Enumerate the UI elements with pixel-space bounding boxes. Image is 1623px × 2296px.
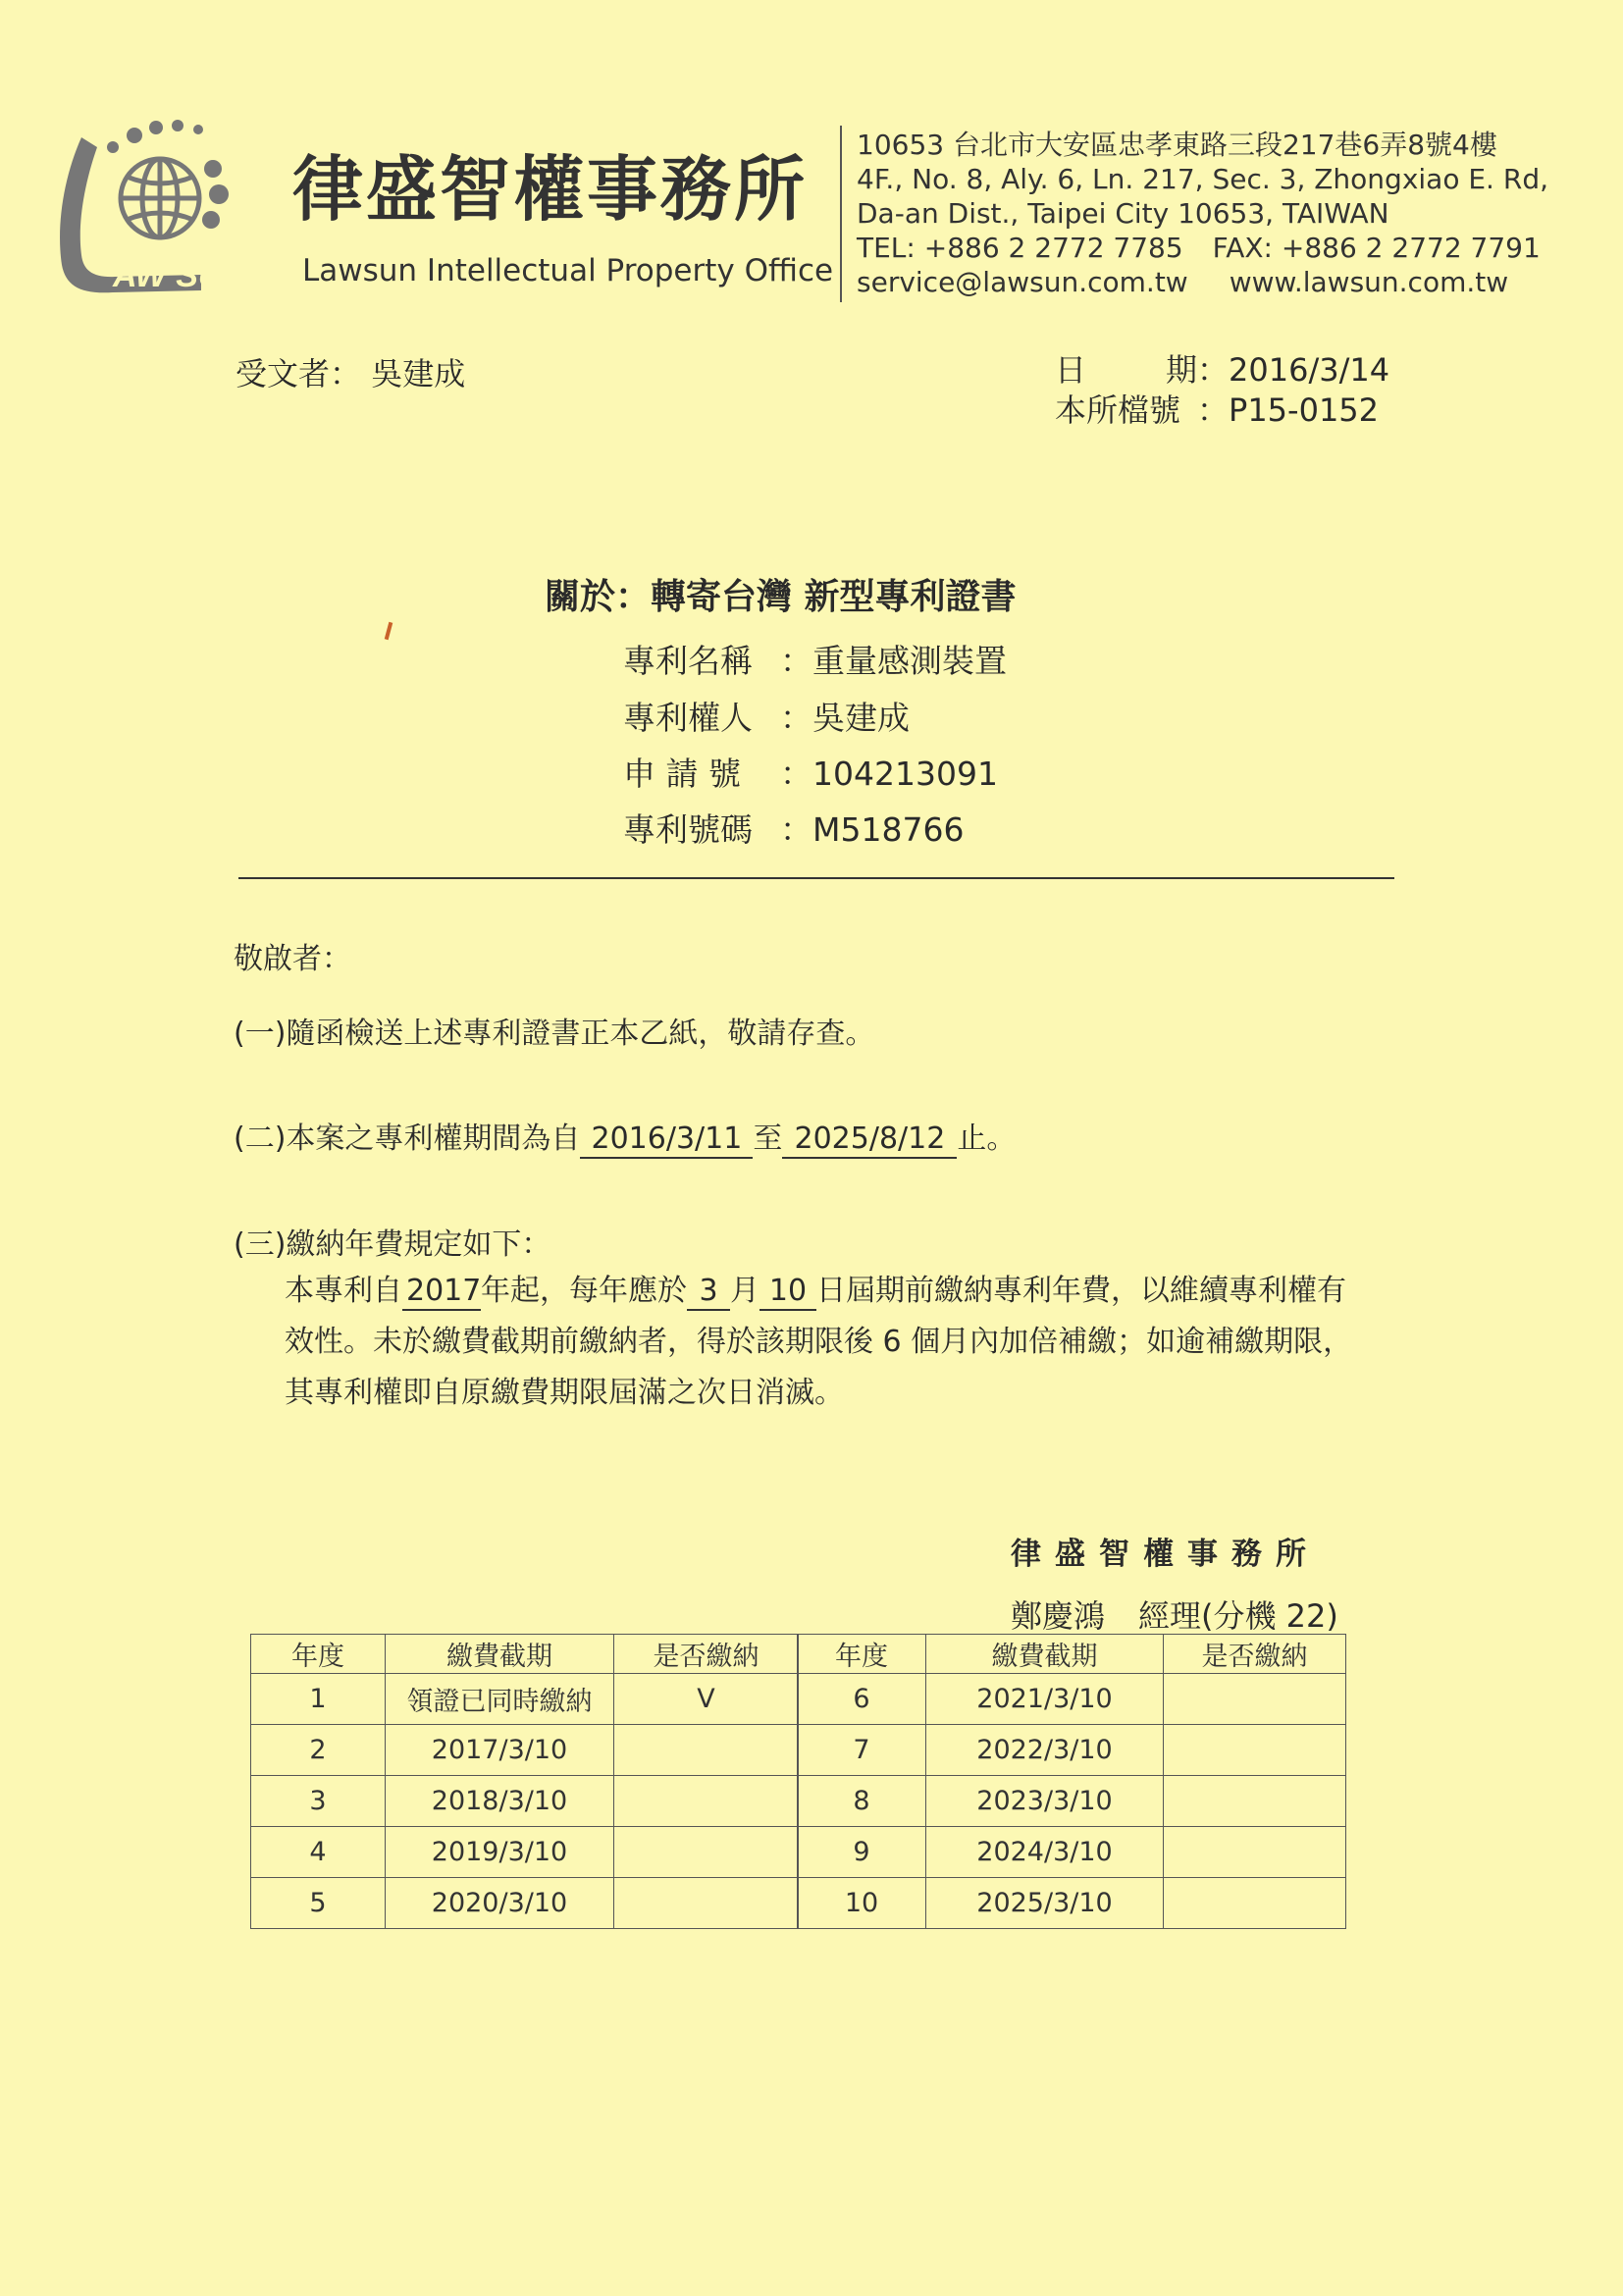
cell-deadline: 2018/3/10: [386, 1776, 614, 1827]
item-two-prefix: (二)本案之專利權期間為自: [234, 1122, 581, 1156]
cell-year: 5: [251, 1878, 386, 1929]
term-start-date: 2016/3/11: [580, 1122, 753, 1159]
item-two: [234, 1114, 1016, 1159]
table-row: [798, 1827, 1346, 1878]
svg-text:AW SUN: AW SUN: [113, 257, 246, 294]
colon: ：: [780, 810, 812, 849]
colon: ：: [780, 642, 812, 680]
item-one: (一)隨函檢送上述專利證書正本乙紙，敬請存查。: [234, 1017, 875, 1051]
table-row: [798, 1674, 1346, 1725]
cell-deadline: 2017/3/10: [386, 1725, 614, 1776]
signature-person: [1011, 1592, 1338, 1637]
cell-deadline: 2019/3/10: [386, 1827, 614, 1878]
table-row: [251, 1878, 799, 1929]
cell-deadline: 2025/3/10: [926, 1878, 1164, 1929]
signature-firm: 律盛智權事務所: [1011, 1537, 1320, 1572]
contact-block: [857, 128, 1548, 299]
item-two-suffix: 止。: [957, 1122, 1017, 1156]
greeting: 敬啟者：: [234, 942, 351, 976]
date-colon: ：: [1197, 351, 1230, 389]
cell-deadline: 領證已同時繳納: [386, 1674, 614, 1725]
email-web-line: [857, 265, 1548, 299]
table-header-row: [251, 1635, 799, 1674]
file-number-line: [1055, 386, 1379, 431]
ink-mark: [385, 622, 393, 640]
phone-fax-line: [857, 231, 1548, 265]
file-number-label: 本所檔號: [1055, 391, 1181, 429]
header-deadline: 繳費截期: [926, 1635, 1164, 1674]
cell-year: 4: [251, 1827, 386, 1878]
table-header-row: [798, 1635, 1346, 1674]
patent-number-value: M518766: [812, 810, 965, 849]
cell-year: 9: [798, 1827, 926, 1878]
cell-paid: [614, 1827, 799, 1878]
fee-table-right: [797, 1634, 1346, 1929]
due-month: 3: [687, 1275, 730, 1311]
header-deadline: 繳費截期: [386, 1635, 614, 1674]
text: 年起，每年應於: [481, 1274, 687, 1308]
text: 月: [730, 1274, 759, 1308]
item-three-line1: [285, 1266, 1352, 1317]
cell-year: 7: [798, 1725, 926, 1776]
patent-name-line: [623, 636, 1007, 682]
colon: ：: [780, 699, 812, 737]
website-link[interactable]: www.lawsun.com.tw: [1229, 266, 1509, 298]
address-english-line2: Da-an Dist., Taipei City 10653, TAIWAN: [857, 197, 1389, 230]
header-year: 年度: [251, 1635, 386, 1674]
text: 本專利自: [285, 1274, 402, 1308]
cell-paid: [1164, 1776, 1346, 1827]
horizontal-rule: [238, 877, 1394, 879]
cell-deadline: 2022/3/10: [926, 1725, 1164, 1776]
fax: FAX: +886 2 2772 7791: [1212, 232, 1541, 264]
due-day: 10: [759, 1275, 816, 1311]
date-value: 2016/3/14: [1229, 351, 1390, 389]
recipient-label: 受文者：: [236, 355, 362, 392]
cell-deadline: 2020/3/10: [386, 1878, 614, 1929]
cell-year: 8: [798, 1776, 926, 1827]
table-row: [251, 1827, 799, 1878]
patent-name-value: 重量感測裝置: [812, 642, 1007, 680]
telephone: TEL: +886 2 2772 7785: [857, 232, 1183, 264]
start-year: 2017: [402, 1275, 481, 1311]
fee-table-left: [250, 1634, 799, 1929]
table-row: [251, 1674, 799, 1725]
patent-owner-label: 專利權人: [623, 699, 753, 737]
file-number-colon: ：: [1197, 391, 1230, 429]
item-three-line3: 其專利權即自原繳費期限屆滿之次日消滅。: [285, 1376, 844, 1410]
cell-year: 3: [251, 1776, 386, 1827]
recipient-name: 吳建成: [371, 355, 466, 392]
subject-heading: 關於：轉寄台灣 新型專利證書: [545, 577, 1017, 617]
firm-name-chinese: 律盛智權事務所: [292, 148, 809, 231]
table-row: [798, 1725, 1346, 1776]
colon: ：: [780, 755, 812, 793]
item-three-title: (三)繳納年費規定如下：: [234, 1227, 551, 1262]
text: 日屆期前繳納專利年費，以維續專利權有: [816, 1274, 1346, 1308]
cell-paid: [1164, 1725, 1346, 1776]
signer-name: 鄭慶鴻: [1011, 1597, 1106, 1635]
cell-paid: V: [614, 1674, 799, 1725]
patent-number-label: 專利號碼: [623, 810, 753, 849]
cell-paid: [1164, 1878, 1346, 1929]
cell-deadline: 2024/3/10: [926, 1827, 1164, 1878]
item-three-line2: 效性。未於繳費截期前繳納者，得於該期限後 6 個月內加倍補繳；如逾補繳期限，: [285, 1325, 1353, 1359]
header-year: 年度: [798, 1635, 926, 1674]
cell-paid: [614, 1878, 799, 1929]
address-english-line1: 4F., No. 8, Aly. 6, Ln. 217, Sec. 3, Zhongxiao E. Rd,: [857, 163, 1548, 195]
firm-name-english: Lawsun Intellectual Property Office: [302, 253, 834, 288]
cell-year: 10: [798, 1878, 926, 1929]
item-two-mid: 至: [753, 1122, 783, 1156]
table-row: [251, 1725, 799, 1776]
application-number-line: [623, 749, 998, 795]
cell-deadline: 2021/3/10: [926, 1674, 1164, 1725]
cell-paid: [1164, 1827, 1346, 1878]
patent-owner-value: 吳建成: [812, 699, 910, 737]
patent-number-line: [623, 805, 964, 851]
email-link[interactable]: service@lawsun.com.tw: [857, 266, 1188, 298]
cell-paid: [1164, 1674, 1346, 1725]
item-three-body: [285, 1266, 1352, 1419]
application-number-value: 104213091: [812, 755, 998, 793]
table-row: [798, 1776, 1346, 1827]
table-row: [798, 1878, 1346, 1929]
cell-year: 1: [251, 1674, 386, 1725]
date-line: [1055, 345, 1389, 391]
cell-paid: [614, 1776, 799, 1827]
patent-name-label: 專利名稱: [623, 642, 753, 680]
signer-title: 經理(分機 22): [1138, 1597, 1338, 1635]
letterhead-divider: [840, 126, 842, 302]
table-row: [251, 1776, 799, 1827]
cell-paid: [614, 1725, 799, 1776]
date-label: 日期: [1055, 351, 1197, 389]
file-number-value: P15-0152: [1229, 391, 1380, 429]
header-paid: 是否繳納: [1164, 1635, 1346, 1674]
application-number-label: 申 請 號: [623, 755, 741, 793]
cell-deadline: 2023/3/10: [926, 1776, 1164, 1827]
address-chinese: 10653 台北市大安區忠孝東路三段217巷6弄8號4樓: [857, 129, 1497, 161]
recipient: [236, 349, 465, 394]
lawsun-logo: [54, 118, 275, 314]
header-paid: 是否繳納: [614, 1635, 799, 1674]
term-end-date: 2025/8/12: [782, 1122, 957, 1159]
cell-year: 2: [251, 1725, 386, 1776]
cell-year: 6: [798, 1674, 926, 1725]
patent-owner-line: [623, 693, 910, 739]
